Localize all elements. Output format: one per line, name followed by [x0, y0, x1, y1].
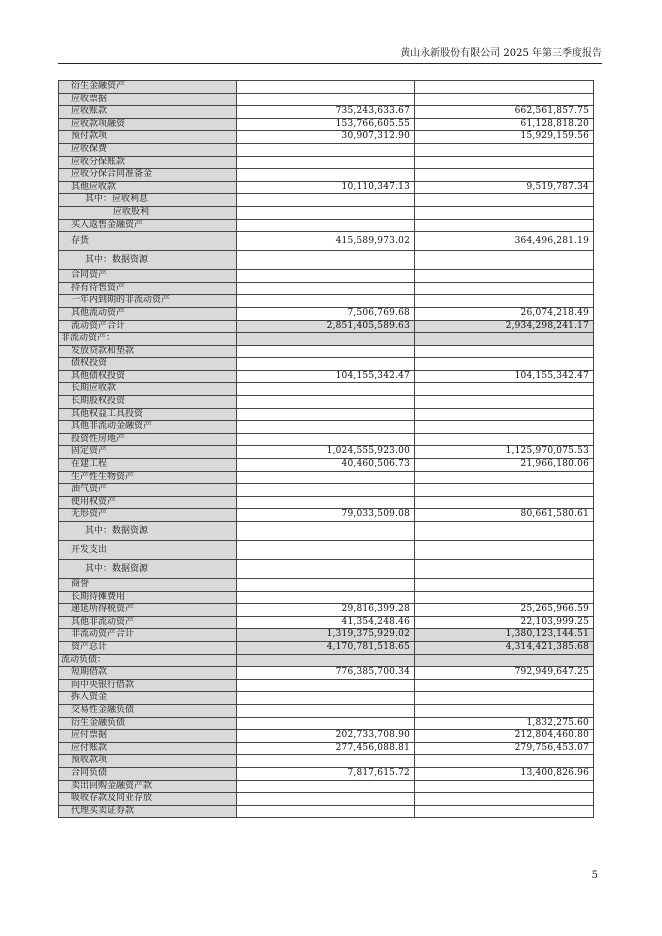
row-label: 合同负债	[59, 767, 237, 780]
period-start-value	[415, 793, 594, 806]
row-label: 合同资产	[59, 270, 237, 283]
table-row	[59, 232, 594, 251]
table-row	[59, 654, 594, 667]
row-label: 非流动资产合计	[59, 629, 237, 642]
period-end-value	[237, 522, 415, 541]
row-label: 一年内到期的非流动资产	[59, 295, 237, 308]
period-start-value	[415, 194, 594, 207]
table-row	[59, 396, 594, 409]
period-start-value	[415, 169, 594, 182]
period-end-value: 202,733,708.90	[237, 730, 415, 743]
table-row	[59, 219, 594, 232]
period-end-value	[237, 358, 415, 371]
period-end-value: 4,170,781,518.65	[237, 641, 415, 654]
table-row	[59, 704, 594, 717]
period-end-value	[237, 805, 415, 818]
period-start-value	[415, 345, 594, 358]
period-start-value: 662,561,857.75	[415, 106, 594, 119]
row-label: 油气资产	[59, 484, 237, 497]
row-label: 应收票据	[59, 93, 237, 106]
period-start-value	[415, 805, 594, 818]
table-row	[59, 484, 594, 497]
period-start-value	[415, 93, 594, 106]
period-end-value: 7,506,769.68	[237, 307, 415, 320]
table-row	[59, 408, 594, 421]
period-start-value	[415, 270, 594, 283]
period-end-value	[237, 484, 415, 497]
table-row	[59, 131, 594, 144]
table-row	[59, 421, 594, 434]
table-row	[59, 181, 594, 194]
period-end-value	[237, 780, 415, 793]
period-start-value: 80,661,580.61	[415, 509, 594, 522]
period-end-value	[237, 169, 415, 182]
row-label: 持有待售资产	[59, 282, 237, 295]
row-label: 应付账款	[59, 742, 237, 755]
period-end-value	[237, 408, 415, 421]
period-end-value: 277,456,088.81	[237, 742, 415, 755]
row-label: 应收分保账款	[59, 156, 237, 169]
period-end-value	[237, 396, 415, 409]
table-row	[59, 742, 594, 755]
period-start-value: 21,966,180.06	[415, 459, 594, 472]
period-end-value	[237, 755, 415, 768]
table-row	[59, 780, 594, 793]
period-start-value	[415, 522, 594, 541]
period-end-value: 29,816,399.28	[237, 604, 415, 617]
report-header: 黄山永新股份有限公司 2025 年第三季度报告	[400, 48, 602, 59]
row-label: 长期股权投资	[59, 396, 237, 409]
row-label: 其他非流动资产	[59, 616, 237, 629]
period-start-value	[415, 383, 594, 396]
table-row	[59, 320, 594, 333]
period-start-value: 4,314,421,385.68	[415, 641, 594, 654]
row-label: 其他流动资产	[59, 307, 237, 320]
period-end-value	[237, 156, 415, 169]
period-start-value	[415, 579, 594, 592]
period-end-value	[237, 206, 415, 219]
period-start-value	[415, 396, 594, 409]
row-label: 应收保费	[59, 143, 237, 156]
table-row	[59, 383, 594, 396]
period-end-value	[237, 194, 415, 207]
period-start-value	[415, 358, 594, 371]
row-label: 拆入资金	[59, 692, 237, 705]
period-end-value	[237, 591, 415, 604]
table-row	[59, 446, 594, 459]
period-end-value	[237, 282, 415, 295]
period-start-value	[415, 81, 594, 94]
table-row	[59, 295, 594, 308]
period-start-value: 9,519,787.34	[415, 181, 594, 194]
period-start-value: 15,929,159.56	[415, 131, 594, 144]
period-start-value	[415, 704, 594, 717]
row-label: 商誉	[59, 579, 237, 592]
table-row	[59, 93, 594, 106]
row-label: 其中：数据资源	[59, 560, 237, 579]
period-start-value	[415, 496, 594, 509]
row-label: 吸收存款及同业存放	[59, 793, 237, 806]
period-end-value: 735,243,633.67	[237, 106, 415, 119]
row-label: 流动负债：	[59, 654, 237, 667]
row-label: 开发支出	[59, 541, 237, 560]
period-start-value: 104,155,342.47	[415, 370, 594, 383]
table-row	[59, 591, 594, 604]
row-label: 向中央银行借款	[59, 679, 237, 692]
row-label: 短期借款	[59, 667, 237, 680]
period-end-value	[237, 295, 415, 308]
period-end-value	[237, 704, 415, 717]
table-row	[59, 496, 594, 509]
period-start-value	[415, 755, 594, 768]
period-start-value: 26,074,218.49	[415, 307, 594, 320]
period-start-value	[415, 591, 594, 604]
row-label: 递延所得税资产	[59, 604, 237, 617]
table-row	[59, 471, 594, 484]
period-end-value: 30,907,312.90	[237, 131, 415, 144]
period-start-value	[415, 408, 594, 421]
period-start-value	[415, 251, 594, 270]
period-start-value	[415, 471, 594, 484]
table-row	[59, 370, 594, 383]
row-label: 应收账款	[59, 106, 237, 119]
period-end-value	[237, 679, 415, 692]
table-row	[59, 333, 594, 346]
table-row	[59, 509, 594, 522]
page-number: 5	[591, 870, 598, 881]
row-label: 其他非流动金融资产	[59, 421, 237, 434]
period-start-value: 792,949,647.25	[415, 667, 594, 680]
row-label: 其中：应收利息	[59, 194, 237, 207]
table-row	[59, 156, 594, 169]
table-row	[59, 541, 594, 560]
row-label: 应收分保合同准备金	[59, 169, 237, 182]
row-label: 非流动资产：	[59, 333, 237, 346]
period-start-value: 22,103,999.25	[415, 616, 594, 629]
table-row	[59, 629, 594, 642]
period-start-value: 2,934,298,241.17	[415, 320, 594, 333]
balance-sheet-table	[58, 80, 594, 818]
row-label: 生产性生物资产	[59, 471, 237, 484]
period-start-value	[415, 421, 594, 434]
period-end-value: 2,851,405,589.63	[237, 320, 415, 333]
period-end-value	[237, 579, 415, 592]
period-end-value	[237, 383, 415, 396]
period-start-value	[415, 433, 594, 446]
table-row	[59, 106, 594, 119]
period-end-value	[237, 143, 415, 156]
period-start-value	[415, 679, 594, 692]
table-row	[59, 282, 594, 295]
period-end-value	[237, 433, 415, 446]
row-label: 长期应收款	[59, 383, 237, 396]
period-start-value	[415, 219, 594, 232]
period-start-value	[415, 282, 594, 295]
period-start-value	[415, 295, 594, 308]
period-end-value	[237, 541, 415, 560]
table-row	[59, 358, 594, 371]
row-label: 发放贷款和垫款	[59, 345, 237, 358]
period-end-value: 10,110,347.13	[237, 181, 415, 194]
period-end-value: 40,460,506.73	[237, 459, 415, 472]
period-end-value	[237, 81, 415, 94]
period-end-value	[237, 717, 415, 730]
table-row	[59, 433, 594, 446]
table-row	[59, 692, 594, 705]
table-row	[59, 522, 594, 541]
period-end-value	[237, 251, 415, 270]
row-label: 预收款项	[59, 755, 237, 768]
table-row	[59, 560, 594, 579]
table-row	[59, 307, 594, 320]
period-start-value	[415, 484, 594, 497]
period-end-value: 776,385,700.34	[237, 667, 415, 680]
period-end-value: 41,354,248.46	[237, 616, 415, 629]
row-label: 其他债权投资	[59, 370, 237, 383]
period-start-value: 364,496,281.19	[415, 232, 594, 251]
period-start-value: 212,804,460.80	[415, 730, 594, 743]
period-end-value	[237, 560, 415, 579]
row-label: 无形资产	[59, 509, 237, 522]
period-end-value	[237, 471, 415, 484]
table-row	[59, 169, 594, 182]
period-end-value	[237, 692, 415, 705]
table-row	[59, 679, 594, 692]
row-label: 衍生金融资产	[59, 81, 237, 94]
period-end-value: 415,589,973.02	[237, 232, 415, 251]
period-start-value	[415, 206, 594, 219]
period-end-value	[237, 333, 415, 346]
table-row	[59, 616, 594, 629]
period-start-value: 279,756,453.07	[415, 742, 594, 755]
table-row	[59, 805, 594, 818]
row-label: 应付票据	[59, 730, 237, 743]
period-end-value: 1,024,555,923.00	[237, 446, 415, 459]
row-label: 衍生金融负债	[59, 717, 237, 730]
period-end-value	[237, 654, 415, 667]
table-row	[59, 143, 594, 156]
period-end-value	[237, 93, 415, 106]
row-label: 其中：数据资源	[59, 522, 237, 541]
period-start-value	[415, 780, 594, 793]
row-label: 固定资产	[59, 446, 237, 459]
period-start-value: 25,265,966.59	[415, 604, 594, 617]
table-row	[59, 641, 594, 654]
table-row	[59, 194, 594, 207]
table-row	[59, 118, 594, 131]
table-row	[59, 206, 594, 219]
table-row	[59, 755, 594, 768]
table-row	[59, 345, 594, 358]
row-label: 债权投资	[59, 358, 237, 371]
table-row	[59, 730, 594, 743]
period-end-value: 1,319,375,929.02	[237, 629, 415, 642]
row-label: 资产总计	[59, 641, 237, 654]
period-start-value	[415, 541, 594, 560]
table-row	[59, 270, 594, 283]
row-label: 流动资产合计	[59, 320, 237, 333]
period-start-value	[415, 333, 594, 346]
table-row	[59, 793, 594, 806]
period-end-value	[237, 219, 415, 232]
period-start-value: 13,400,826.96	[415, 767, 594, 780]
period-start-value: 61,128,818.20	[415, 118, 594, 131]
period-start-value	[415, 560, 594, 579]
row-label: 在建工程	[59, 459, 237, 472]
period-start-value	[415, 654, 594, 667]
table-row	[59, 81, 594, 94]
row-label: 存货	[59, 232, 237, 251]
row-label: 预付款项	[59, 131, 237, 144]
period-end-value: 79,033,509.08	[237, 509, 415, 522]
table-row	[59, 667, 594, 680]
table-row	[59, 717, 594, 730]
period-end-value	[237, 496, 415, 509]
period-end-value	[237, 345, 415, 358]
row-label: 其中：数据资源	[59, 251, 237, 270]
table-row	[59, 604, 594, 617]
period-start-value	[415, 143, 594, 156]
period-end-value: 104,155,342.47	[237, 370, 415, 383]
period-end-value: 7,817,615.72	[237, 767, 415, 780]
table-row	[59, 251, 594, 270]
table-row	[59, 579, 594, 592]
period-start-value	[415, 692, 594, 705]
row-label: 使用权资产	[59, 496, 237, 509]
period-start-value: 1,832,275.60	[415, 717, 594, 730]
period-end-value: 153,766,605.55	[237, 118, 415, 131]
row-label: 代理买卖证券款	[59, 805, 237, 818]
period-end-value	[237, 421, 415, 434]
row-label: 其他权益工具投资	[59, 408, 237, 421]
period-end-value	[237, 270, 415, 283]
row-label: 交易性金融负债	[59, 704, 237, 717]
row-label: 投资性房地产	[59, 433, 237, 446]
row-label: 买入返售金融资产	[59, 219, 237, 232]
row-label: 其他应收款	[59, 181, 237, 194]
row-label: 应收款项融资	[59, 118, 237, 131]
period-start-value	[415, 156, 594, 169]
row-label: 卖出回购金融资产款	[59, 780, 237, 793]
header-divider	[58, 63, 602, 64]
period-end-value	[237, 793, 415, 806]
row-label: 应收股利	[59, 206, 237, 219]
period-start-value: 1,125,970,075.53	[415, 446, 594, 459]
table-row	[59, 767, 594, 780]
period-start-value: 1,380,123,144.51	[415, 629, 594, 642]
table-row	[59, 459, 594, 472]
row-label: 长期待摊费用	[59, 591, 237, 604]
